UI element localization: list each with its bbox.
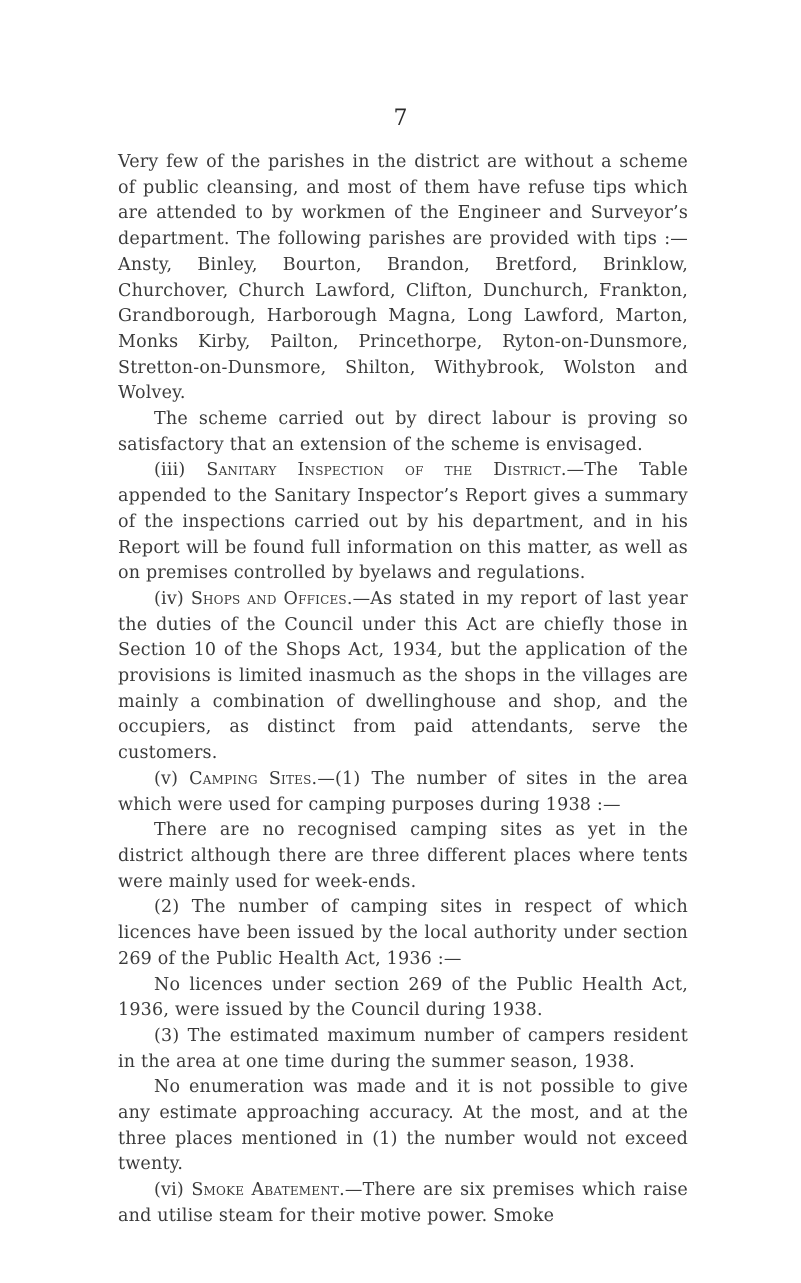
- section-heading: Shops and Offices.: [190, 588, 353, 609]
- licences-question: (2) The number of camping sites in respect of which licences have been issued by the local authority under section 269 of the Public Health Act, 1936 :—: [118, 897, 688, 969]
- sanitary-inspection-paragraph: [118, 458, 688, 587]
- camping-sites-paragraph: [118, 767, 688, 818]
- camping-sites-answer: There are no recognised camping sites as yet in the district although there are three different places where tents were mainly used for week-ends.: [118, 820, 688, 892]
- page-number: 7: [393, 106, 408, 131]
- section-number: (iii): [154, 460, 207, 481]
- report-text: [118, 150, 688, 1230]
- section-heading: Smoke Abatement.: [191, 1180, 345, 1201]
- section-body: —The Table appended to the Sanitary Inspector’s Report gives a summary of the inspections carried out by his department, and in his Report will be found full information on this matter, as well as on premises controlled by byelaws and regulations.: [118, 460, 689, 584]
- campers-answer: No enumeration was made and it is not possible to give any estimate approaching accuracy. At the most, and at the three places mentioned in (1) the number would not exceed twenty.: [118, 1077, 688, 1175]
- section-number: (vi): [154, 1180, 192, 1201]
- section-body: —As stated in my report of last year the duties of the Council under this Act are chiefly those in Section 10 of the Shops Act, 1934, but the application of the provisions is limited inasmuch as the shops in the villages are mainly a combination of dwellinghouse and shop, and the occupiers, as distinct from paid attendants, serve the customers.: [118, 588, 688, 764]
- public-cleansing-paragraph: Very few of the parishes in the district are without a scheme of public cleansing, and most of them have refuse tips which are attended to by workmen of the Engineer and Surveyor’s department. The following parishes are provided with tips :—Ansty, Binley, Bourton, Brandon, Bretford, Brinklow, Churchover, Church Lawford, Clifton, Dunchurch, Frankton, Grandborough, Harborough Magna, Long Lawford, Marton, Monks Kirby, Pailton, Princethorpe, Ryton-on-Dunsmore, Stretton-on-Dunsmore, Shilton, Withybrook, Wolston and Wolvey.: [118, 152, 688, 404]
- direct-labour-paragraph: The scheme carried out by direct labour is proving so satisfactory that an extension of the scheme is envisaged.: [118, 409, 688, 455]
- section-number: (iv): [154, 588, 191, 609]
- smoke-abatement-paragraph: [118, 1178, 688, 1229]
- campers-question: (3) The estimated maximum number of campers resident in the area at one time during the summer season, 1938.: [118, 1025, 688, 1072]
- licences-answer: No licences under section 269 of the Public Health Act, 1936, were issued by the Council during 1938.: [118, 974, 688, 1021]
- section-body: —(1) The number of sites in the area which were used for camping purposes during 1938 :—: [118, 768, 689, 815]
- section-body: —There are six premises which raise and utilise steam for their motive power. Smoke: [118, 1180, 688, 1226]
- section-heading: Camping Sites.: [189, 768, 318, 789]
- section-heading: Sanitary Inspection of the District.: [206, 460, 567, 481]
- shops-offices-paragraph: [118, 587, 688, 767]
- section-number: (v): [154, 768, 190, 789]
